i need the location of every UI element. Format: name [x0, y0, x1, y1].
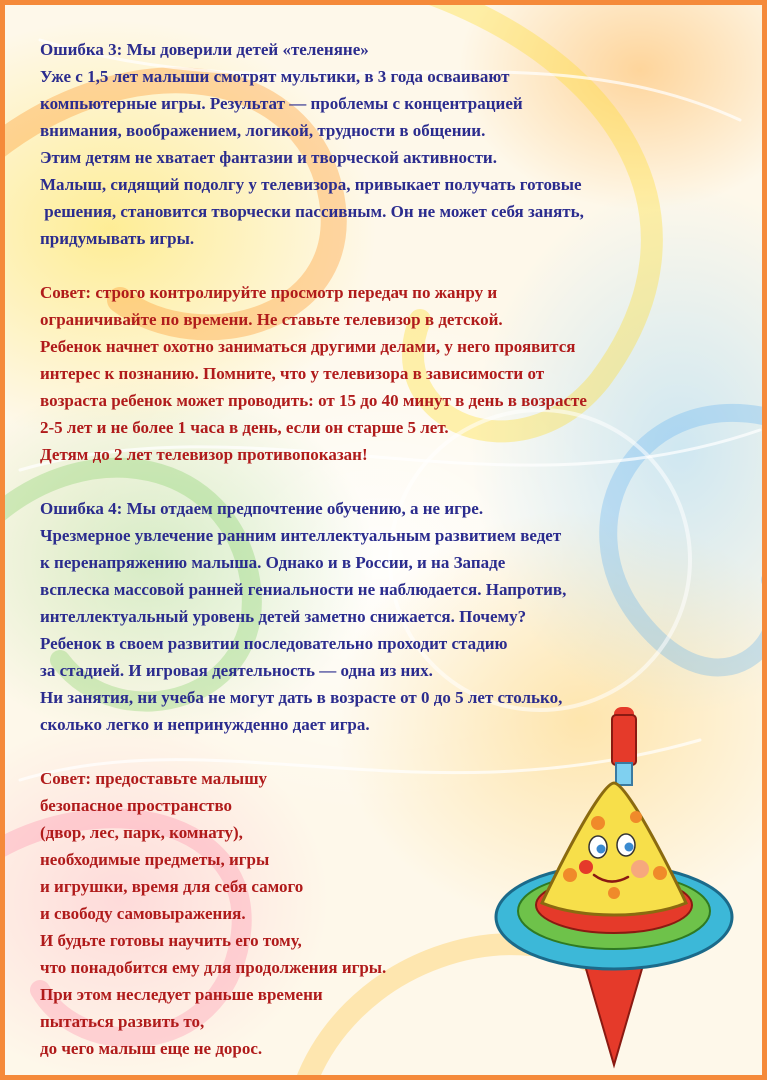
- advice-4-line: до чего малыш еще не дорос.: [40, 1039, 263, 1058]
- section-4-line: всплеска массовой ранней гениальности не наблюдается. Напротив,: [40, 580, 567, 599]
- top-handle: [612, 715, 636, 765]
- advice-3-line: 2-5 лет и не более 1 часа в день, если он старше 5 лет.: [40, 418, 449, 437]
- advice-3-line: Детям до 2 лет телевизор противопоказан!: [40, 445, 368, 464]
- section-4-line: Ребенок в своем развитии последовательно проходит стадию: [40, 634, 508, 653]
- top-pupil-left: [597, 845, 606, 854]
- advice-4-line: необходимые предметы, игры: [40, 850, 270, 869]
- section-3-line: придумывать игры.: [40, 229, 195, 248]
- section-4-line: сколько легко и непринужденно дает игра.: [40, 715, 370, 734]
- advice-3-line: Совет: строго контролируйте просмотр передач по жанру и: [40, 283, 498, 302]
- section-3-line: Малыш, сидящий подолгу у телевизора, привыкает получать готовые: [40, 175, 582, 194]
- section-4-line: Чрезмерное увлечение ранним интеллектуальным развитием ведет: [40, 526, 562, 545]
- top-dot: [563, 868, 577, 882]
- section-4-line: интеллектуальный уровень детей заметно снижается. Почему?: [40, 607, 527, 626]
- top-dot: [653, 866, 667, 880]
- section-3-line: Этим детям не хватает фантазии и творческой активности.: [40, 148, 497, 167]
- advice-4-line: пытаться развить то,: [40, 1012, 205, 1031]
- section-4-line: за стадией. И игровая деятельность — одна из них.: [40, 661, 433, 680]
- section-3-line: компьютерные игры. Результат — проблемы с концентрацией: [40, 94, 523, 113]
- top-handle-ring: [616, 763, 632, 785]
- advice-4-line: (двор, лес, парк, комнату),: [40, 823, 243, 842]
- spacer: [40, 468, 752, 495]
- section-3: [40, 36, 752, 252]
- advice-4-line: безопасное пространство: [40, 796, 233, 815]
- advice-4-line: Совет: предоставьте малышу: [40, 769, 268, 788]
- advice-4-line: и свободу самовыражения.: [40, 904, 246, 923]
- advice-3-line: Ребенок начнет охотно заниматься другими делами, у него проявится: [40, 337, 576, 356]
- top-dot: [630, 811, 642, 823]
- advice-4-line: что понадобится ему для продолжения игры.: [40, 958, 387, 977]
- top-dot: [591, 816, 605, 830]
- section-4-line: к перенапряжению малыша. Однако и в России, и на Западе: [40, 553, 506, 572]
- section-3-line: решения, становится творчески пассивным. Он не может себя занять,: [40, 202, 584, 221]
- advice-4-line: При этом неследует раньше времени: [40, 985, 323, 1004]
- top-nose: [579, 860, 593, 874]
- top-spike: [582, 955, 646, 1065]
- advice-3: [40, 279, 752, 468]
- advice-3-line: возраста ребенок может проводить: от 15 до 40 минут в день в возрасте: [40, 391, 587, 410]
- advice-3-line: ограничивайте по времени. Не ставьте телевизор в детской.: [40, 310, 503, 329]
- spinning-top-toy-icon: [490, 705, 740, 1070]
- top-pupil-right: [625, 843, 634, 852]
- top-cheek: [631, 860, 649, 878]
- spacer: [40, 252, 752, 279]
- section-4-line: Ни занятия, ни учеба не могут дать в возрасте от 0 до 5 лет столько,: [40, 688, 563, 707]
- section-4-heading: Ошибка 4: Мы отдаем предпочтение обучению, а не игре.: [40, 499, 484, 518]
- section-4: [40, 495, 752, 738]
- top-dot: [608, 887, 620, 899]
- advice-4-line: и игрушки, время для себя самого: [40, 877, 304, 896]
- advice-4-line: И будьте готовы научить его тому,: [40, 931, 302, 950]
- section-3-line: внимания, воображением, логикой, трудности в общении.: [40, 121, 486, 140]
- advice-3-line: интерес к познанию. Помните, что у телевизора в зависимости от: [40, 364, 545, 383]
- section-3-heading: Ошибка 3: Мы доверили детей «теленяне»: [40, 40, 369, 59]
- section-3-line: Уже с 1,5 лет малыши смотрят мультики, в 3 года осваивают: [40, 67, 510, 86]
